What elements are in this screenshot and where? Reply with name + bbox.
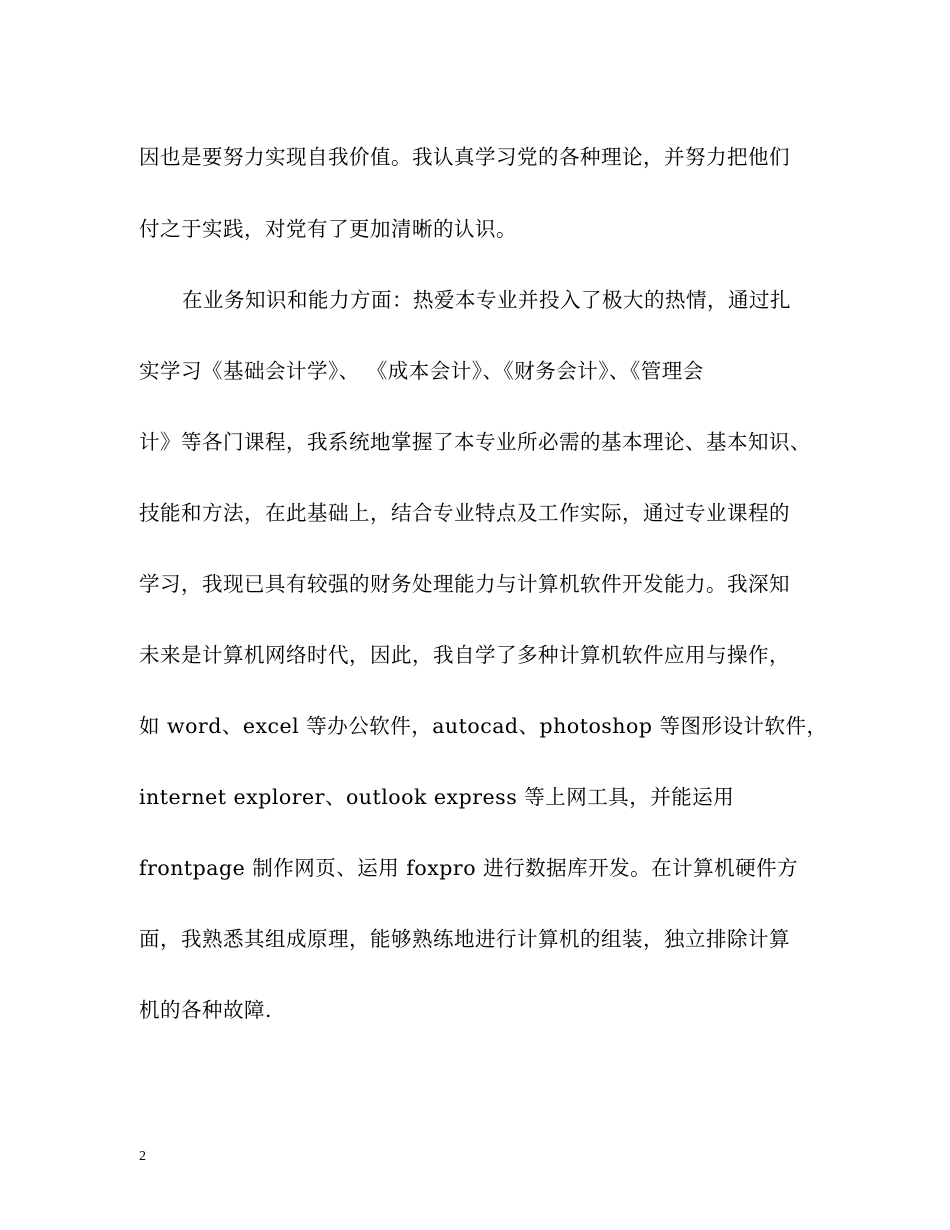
page-number: 2 bbox=[139, 1149, 146, 1164]
paragraph-line: 机的各种故障. bbox=[139, 998, 273, 1022]
paragraph-line: internet explorer、outlook express 等上网工具，并能运用 bbox=[139, 785, 735, 809]
paragraph-line: 学习，我现已具有较强的财务处理能力与计算机软件开发能力。我深知 bbox=[139, 572, 790, 596]
paragraph-line: frontpage 制作网页、运用 foxpro 进行数据库开发。在计算机硬件方 bbox=[139, 856, 799, 880]
paragraph-line: 技能和方法，在此基础上，结合专业特点及工作实际，通过专业课程的 bbox=[139, 501, 790, 525]
paragraph-line: 计》等各门课程，我系统地掌握了本专业所必需的基本理论、基本知识、 bbox=[139, 430, 811, 454]
paragraph-line: 未来是计算机网络时代，因此，我自学了多种计算机软件应用与操作， bbox=[139, 643, 790, 667]
paragraph-line: 面，我熟悉其组成原理，能够熟练地进行计算机的组装，独立排除计算 bbox=[139, 927, 790, 951]
paragraph-line: 实学习《基础会计学》、 《成本会计》、《财务会计》、《管理会 bbox=[139, 359, 704, 383]
paragraph-line: 如 word、excel 等办公软件，autocad、photoshop 等图形设计软件， bbox=[139, 714, 828, 738]
paragraph-line: 付之于实践，对党有了更加清晰的认识。 bbox=[139, 217, 517, 241]
paragraph-line: 因也是要努力实现自我价值。我认真学习党的各种理论，并努力把他们 bbox=[139, 145, 790, 169]
paragraph-first-line: 在业务知识和能力方面：热爱本专业并投入了极大的热情，通过扎 bbox=[182, 288, 791, 312]
